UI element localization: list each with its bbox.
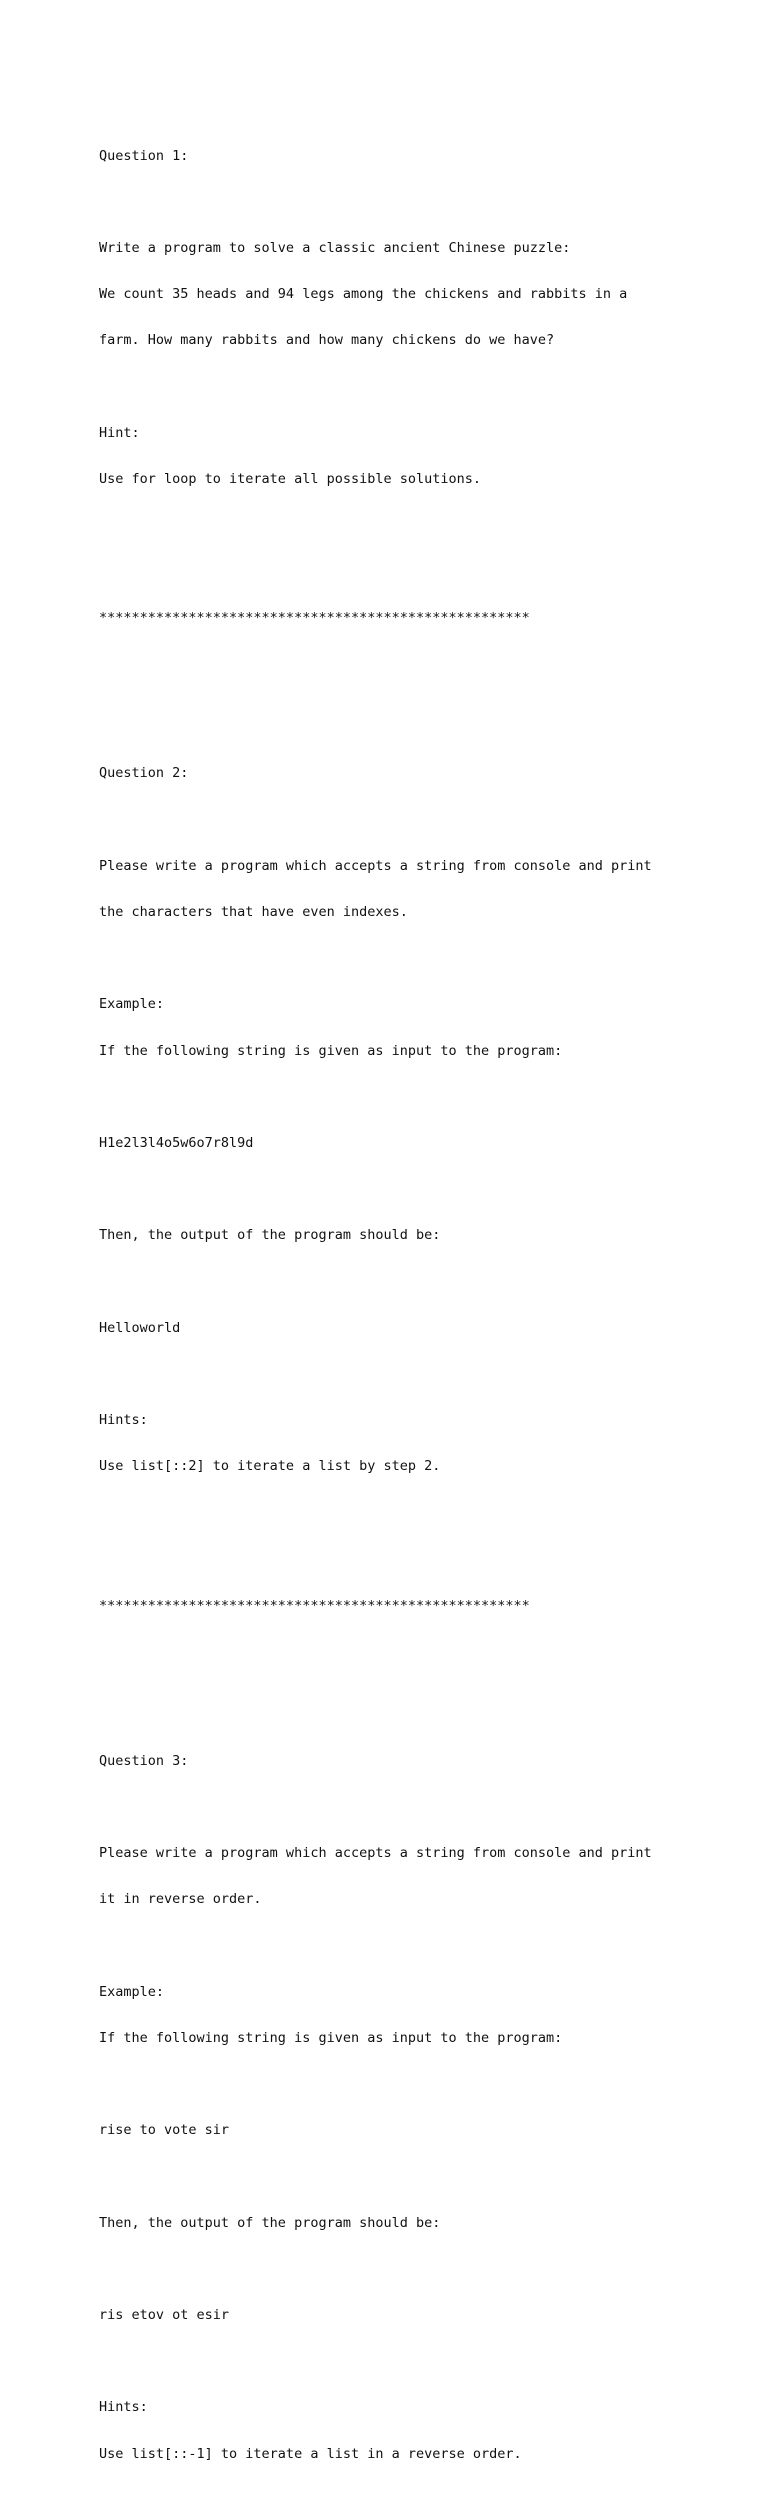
- question-1-body-line: farm. How many rabbits and how many chickens do we have?: [99, 332, 555, 349]
- question-2-example-label: Example:: [99, 996, 165, 1013]
- question-3-example-label: Example:: [99, 1983, 165, 2000]
- spacer: [99, 1275, 739, 1290]
- spacer: [99, 2262, 739, 2277]
- question-3-example-intro: If the following string is given as input to the program:: [99, 2029, 563, 2046]
- separator-line: *****************************************************: [99, 1597, 530, 1614]
- question-3-hint-label: Hints:: [99, 2399, 148, 2416]
- spacer: [99, 2169, 739, 2184]
- spacer: [99, 2077, 739, 2092]
- question-2-hint-label: Hints:: [99, 1412, 148, 1429]
- question-3-output-intro: Then, the output of the program should be:: [99, 2214, 441, 2231]
- separator-line: *****************************************************: [99, 610, 530, 627]
- spacer: [99, 658, 739, 705]
- question-3-title: Question 3:: [99, 1752, 189, 1769]
- question-2-body-line: Please write a program which accepts a string from console and print: [99, 857, 652, 874]
- question-1-hint-label: Hint:: [99, 424, 140, 441]
- question-3-body-line: Please write a program which accepts a string from console and print: [99, 1845, 652, 1861]
- question-2-body-line: the characters that have even indexes.: [99, 903, 408, 920]
- spacer: [99, 1090, 739, 1105]
- spacer: [99, 380, 739, 395]
- spacer: [99, 2354, 739, 2369]
- spacer: [99, 1367, 739, 1382]
- spacer: [99, 1521, 739, 1568]
- spacer: [99, 813, 739, 828]
- spacer: [99, 951, 739, 966]
- spacer: [99, 195, 739, 210]
- question-1-body-line: Write a program to solve a classic ancient Chinese puzzle:: [99, 240, 571, 257]
- document-page: [99, 87, 739, 2493]
- question-1-body-line: We count 35 heads and 94 legs among the chickens and rabbits in a: [99, 286, 628, 303]
- question-2-title: Question 2:: [99, 765, 189, 782]
- question-3-hint: Use list[::-1] to iterate a list in a reverse order.: [99, 2445, 522, 2462]
- question-3-body-line: it in reverse order.: [99, 1891, 262, 1908]
- question-2-output-intro: Then, the output of the program should be:: [99, 1227, 441, 1244]
- spacer: [99, 534, 739, 581]
- question-1-hint: Use for loop to iterate all possible solutions.: [99, 471, 482, 488]
- spacer: [99, 1645, 739, 1692]
- question-3-example-input: rise to vote sir: [99, 2122, 230, 2139]
- question-2-example-intro: If the following string is given as input to the program:: [99, 1042, 563, 1059]
- question-2-example-input: H1e2l3l4o5w6o7r8l9d: [99, 1134, 254, 1151]
- spacer: [99, 1182, 739, 1197]
- question-2-example-output: Helloworld: [99, 1319, 181, 1336]
- spacer: [99, 1800, 739, 1815]
- spacer: [99, 1938, 739, 1953]
- question-1-title: Question 1:: [99, 147, 189, 164]
- question-3-example-output: ris etov ot esir: [99, 2307, 230, 2324]
- question-2-hint: Use list[::2] to iterate a list by step 2.: [99, 1458, 441, 1475]
